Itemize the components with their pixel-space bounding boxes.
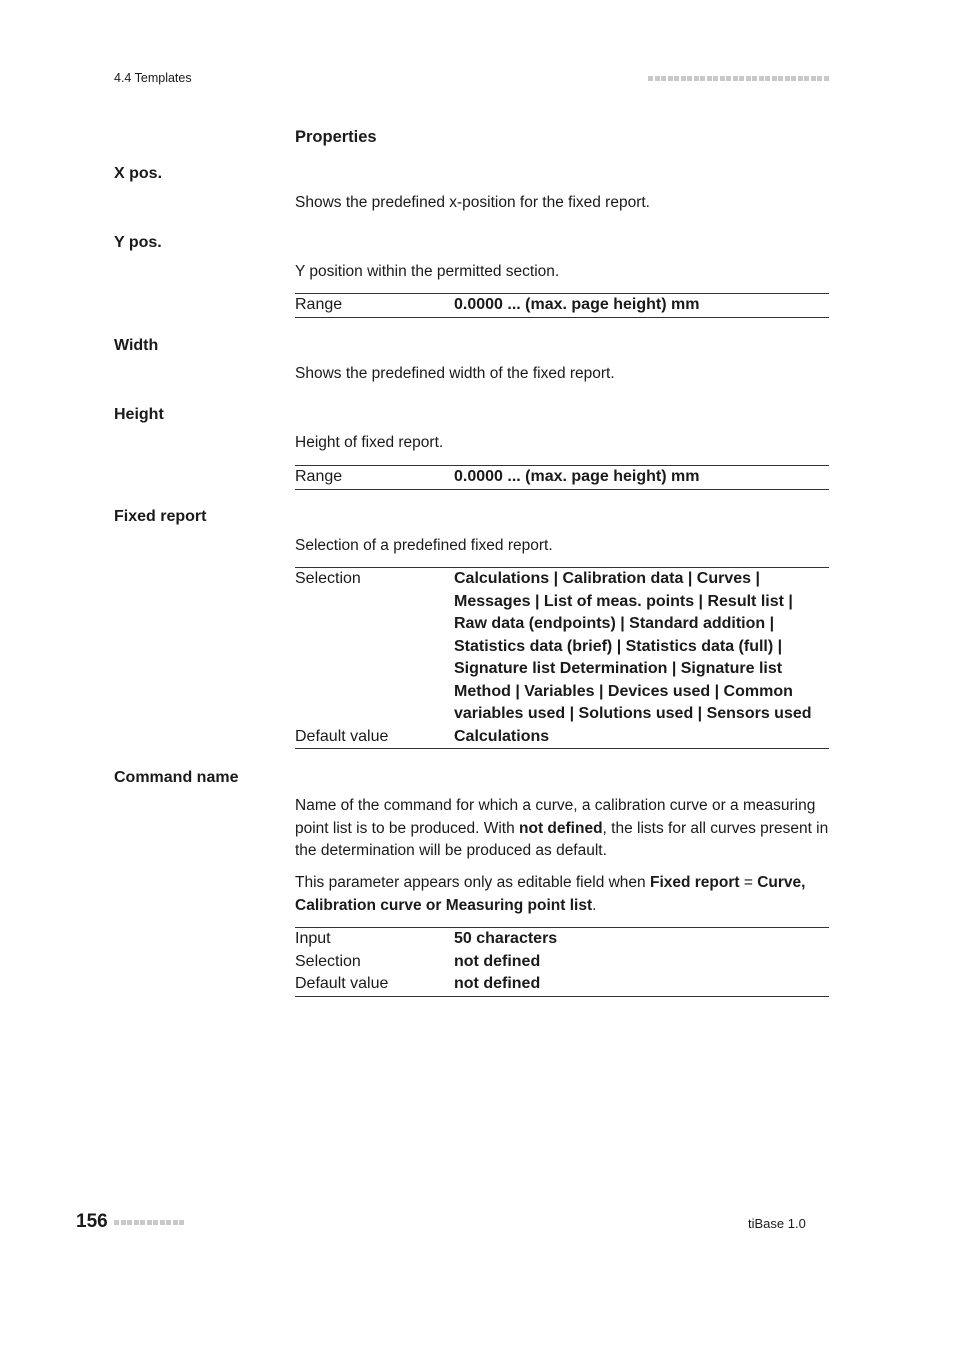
page-number: 156 [76,1211,108,1232]
table-row [295,951,829,974]
table-row [295,726,829,749]
range-value: 0.0000 ... (max. page height) mm [454,296,700,313]
command-name-note: This parameter appears only as editable field when Fixed report = Curve, Calibration curve or Measuring point list. [295,874,806,914]
range-key: Range [295,468,343,485]
running-header-section: 4.4 Templates [114,71,192,85]
term-y-pos: Y pos. [114,234,162,251]
selection-key: Selection [295,952,361,970]
input-key: Input [295,930,331,947]
selection-key: Selection [295,570,361,587]
term-command-name: Command name [114,769,239,786]
range-key: Range [295,296,343,313]
fixed-report-table [295,567,829,749]
table-row [295,568,829,726]
default-key: Default value [295,975,389,992]
default-key: Default value [295,727,389,745]
table-row [295,973,829,996]
y-pos-description: Y position within the permitted section. [295,263,560,280]
term-x-pos: X pos. [114,165,163,182]
properties-heading: Properties [295,128,377,146]
command-name-table [295,927,829,997]
height-range-table [295,465,829,490]
footer-decoration-squares [114,1220,184,1225]
table-row [295,466,829,490]
header-decoration-squares [648,76,829,81]
selection-value: not defined [454,952,541,970]
term-width: Width [114,337,159,354]
command-name-description: Name of the command for which a curve, a calibration curve or a measuring point list is to be produced. With not defined, the lists for all curves present in the determination will be produced as default. [295,797,829,859]
height-description: Height of fixed report. [295,434,444,451]
table-row [295,928,829,951]
term-height: Height [114,406,164,423]
footer-product: tiBase 1.0 [748,1216,806,1231]
term-fixed-report: Fixed report [114,508,207,525]
default-value: not defined [454,975,541,992]
table-row [295,294,829,318]
width-description: Shows the predefined width of the fixed report. [295,365,615,382]
input-value: 50 characters [454,930,558,947]
range-value: 0.0000 ... (max. page height) mm [454,468,700,485]
selection-value: Calculations | Calibration data | Curves | Messages | List of meas. points | Result list | Raw data (endpoints) | Standard addition | Statistics data (brief) | Statistics data (full) | Signature list Determination | Signature list Method | Variables | Devices used | Common variables used | Solutions used | Sensors used [454,570,812,722]
y-pos-range-table [295,293,829,318]
default-value: Calculations [454,727,550,745]
fixed-report-description: Selection of a predefined fixed report. [295,537,553,554]
x-pos-description: Shows the predefined x-position for the fixed report. [295,194,650,211]
